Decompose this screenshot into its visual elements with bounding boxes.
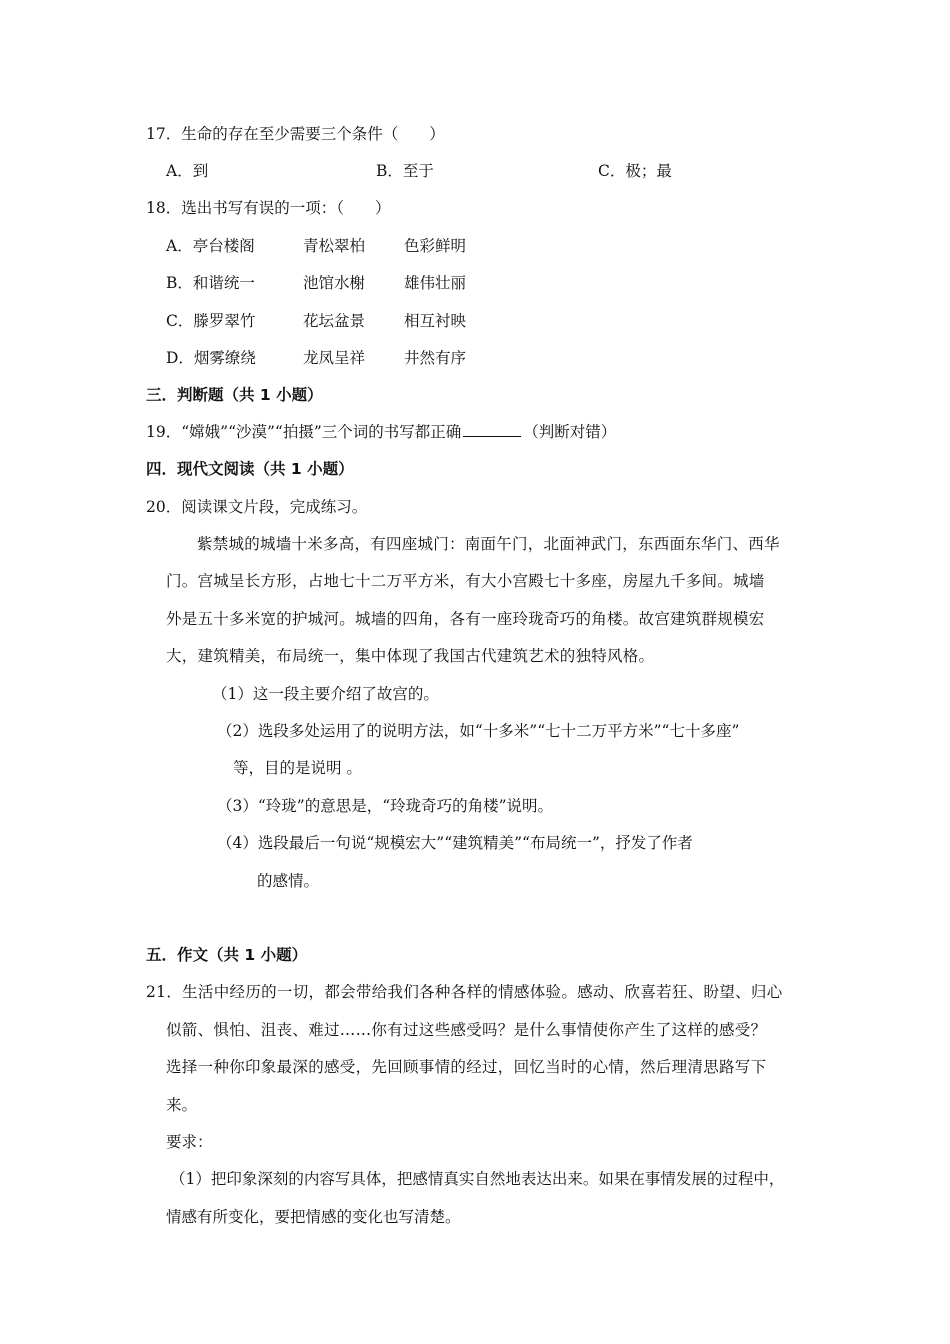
- question-19-answer-blank[interactable]: [463, 421, 521, 437]
- question-18-option-b-3: 雄伟壮丽: [404, 274, 467, 292]
- question-18-option-d-1: D．烟雾缭绕: [166, 349, 256, 367]
- requirement-1-line-2: 情感有所变化，要把情感的变化也写清楚。: [166, 1208, 461, 1226]
- section-5-heading: 五．作文（共 1 小题）: [146, 946, 308, 964]
- passage-line-3: 外是五十多米宽的护城河。城墙的四角，各有一座玲珑奇巧的角楼。故宫建筑群规模宏: [166, 610, 765, 628]
- question-20-stem: 20．阅读课文片段，完成练习。: [146, 498, 368, 516]
- question-21-line-1: 21．生活中经历的一切，都会带给我们各种各样的情感体验。感动、欣喜若狂、盼望、归心: [146, 983, 783, 1001]
- requirement-1-line-1: （1）把印象深刻的内容写具体，把感情真实自然地表达出来。如果在事情发展的过程中，: [170, 1170, 785, 1188]
- question-18-option-a-3: 色彩鲜明: [404, 237, 467, 255]
- question-20-sub-2-line-2: 等，目的是说明 。: [233, 759, 362, 777]
- question-18-option-b-2: 池馆水榭: [303, 274, 366, 292]
- passage-line-2: 门。宫城呈长方形，占地七十二万平方米，有大小宫殿七十多座，房屋九千多间。城墙: [166, 572, 765, 590]
- passage-line-4: 大，建筑精美，布局统一，集中体现了我国古代建筑艺术的独特风格。: [166, 647, 655, 665]
- question-18-option-d-3: 井然有序: [404, 349, 467, 367]
- question-17-option-b: B．至于: [376, 162, 434, 180]
- question-18-option-a-1: A．亭台楼阁: [166, 237, 255, 255]
- question-20-sub-3: （3）“玲珑”的意思是，“玲珑奇巧的角楼”说明。: [217, 797, 554, 815]
- question-19: [146, 421, 616, 443]
- question-18-option-c-1: C．滕罗翠竹: [166, 312, 256, 330]
- section-3-heading: 三．判断题（共 1 小题）: [146, 386, 323, 404]
- question-18-option-b-1: B．和谐统一: [166, 274, 255, 292]
- requirements-label: 要求：: [166, 1133, 213, 1151]
- question-20-sub-4-line-1: （4）选段最后一句说“规模宏大”“建筑精美”“布局统一”，抒发了作者: [217, 834, 693, 852]
- question-18-option-c-2: 花坛盆景: [303, 312, 366, 330]
- question-18-option-a-2: 青松翠柏: [303, 237, 366, 255]
- question-19-instruction: （判断对错）: [523, 423, 617, 441]
- question-17-option-c: C．极；最: [598, 162, 672, 180]
- question-18-option-d-2: 龙凤呈祥: [303, 349, 366, 367]
- question-17-stem: 17．生命的存在至少需要三个条件（ ）: [146, 125, 445, 143]
- question-17-option-a: A．到: [166, 162, 209, 180]
- question-21-line-2: 似箭、惧怕、沮丧、难过……你有过这些感受吗？是什么事情使你产生了这样的感受？: [166, 1021, 767, 1039]
- question-20-sub-1: （1）这一段主要介绍了故宫的。: [212, 685, 439, 703]
- question-20-sub-2-line-1: （2）选段多处运用了的说明方法，如“十多米”“七十二万平方米”“七十多座”: [217, 722, 740, 740]
- question-21-line-3: 选择一种你印象最深的感受，先回顾事情的经过，回忆当时的心情，然后理清思路写下: [166, 1058, 767, 1076]
- section-4-heading: 四．现代文阅读（共 1 小题）: [146, 460, 354, 478]
- question-18-stem: 18．选出书写有误的一项：（ ）: [146, 199, 391, 217]
- question-19-text: 19．“嫦娥”“沙漠”“拍摄”三个词的书写都正确: [146, 423, 462, 441]
- question-21-line-4: 来。: [166, 1096, 198, 1114]
- question-18-option-c-3: 相互衬映: [404, 312, 467, 330]
- question-20-sub-4-line-2: 的感情。: [257, 872, 320, 890]
- passage-line-1: 紫禁城的城墙十米多高，有四座城门：南面午门，北面神武门，东西面东华门、西华: [197, 535, 780, 553]
